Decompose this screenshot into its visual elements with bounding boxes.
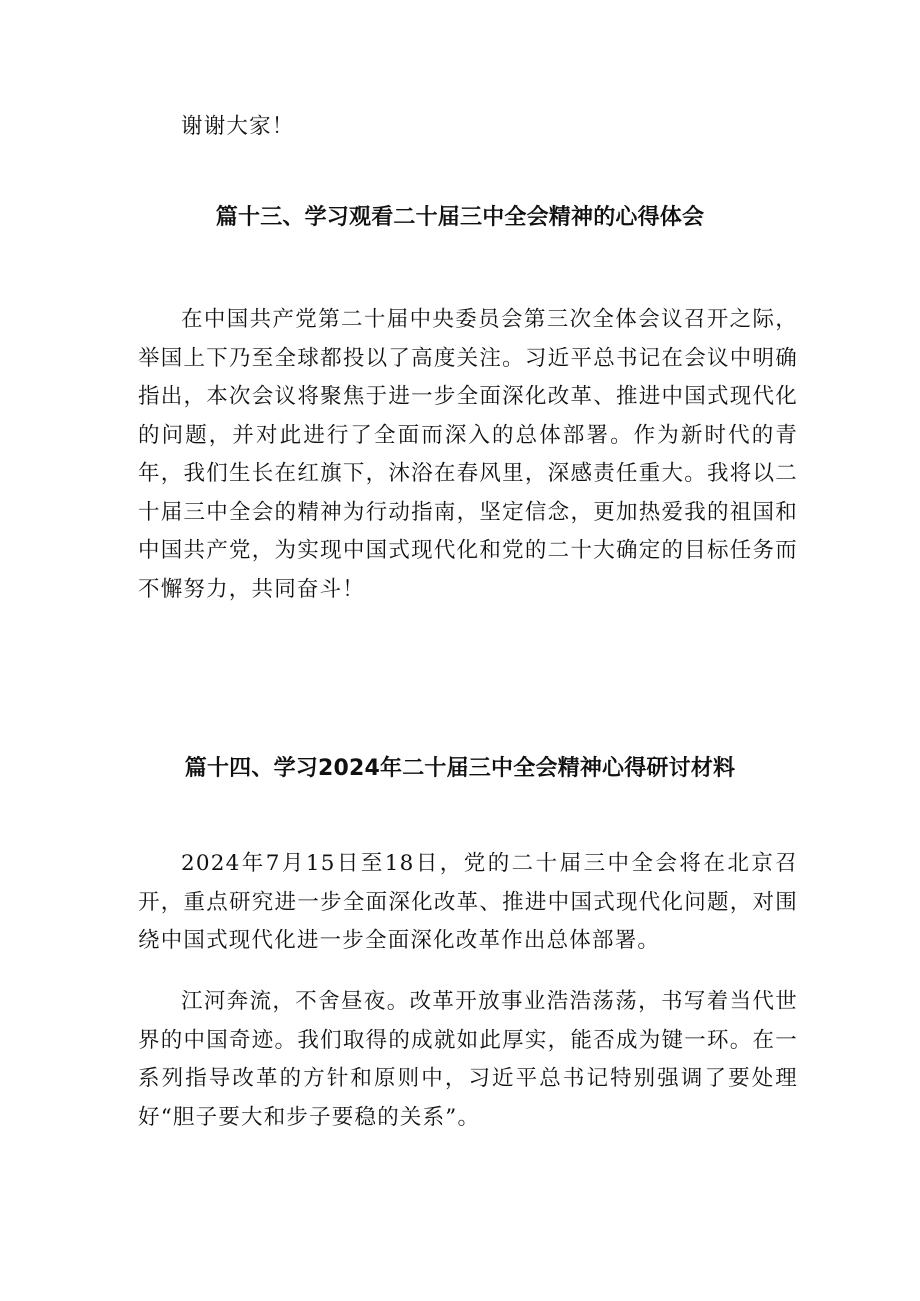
section-14-paragraph-2: 江河奔流，不舍昼夜。改革开放事业浩浩荡荡，书写着当代世界的中国奇迹。我们取得的成就如此厚实，能否成为键一环。在一系列指导改革的方针和原则中，习近平总书记特别强调了要处理好“胆子要大和步子要稳的关系”。 — [138, 989, 798, 1130]
section-14-paragraph-1: 2024年7月15日至18日，党的二十届三中全会将在北京召开，重点研究进一步全面深化改革、推进中国式现代化问题，对围绕中国式现代化进一步全面深化改革作出总体部署。 — [138, 851, 798, 953]
closing-line: 谢谢大家！ — [181, 114, 295, 139]
section-14-title: 篇十四、学习2024年二十届三中全会精神心得研讨材料 — [184, 756, 736, 781]
section-13-title: 篇十三、学习观看二十届三中全会精神的心得体会 — [215, 205, 705, 230]
section-13-paragraph-1: 在中国共产党第二十届中央委员会第三次全体会议召开之际，举国上下乃至全球都投以了高度关注。习近平总书记在会议中明确指出，本次会议将聚焦于进一步全面深化改革、推进中国式现代化的问题，并对此进行了全面而深入的总体部署。作为新时代的青年，我们生长在红旗下，沐浴在春风里，深感责任重大。我将以二十届三中全会的精神为行动指南，坚定信念，更加热爱我的祖国和中国共产党，为实现中国式现代化和党的二十大确定的目标任务而不懈努力，共同奋斗！ — [138, 307, 798, 602]
